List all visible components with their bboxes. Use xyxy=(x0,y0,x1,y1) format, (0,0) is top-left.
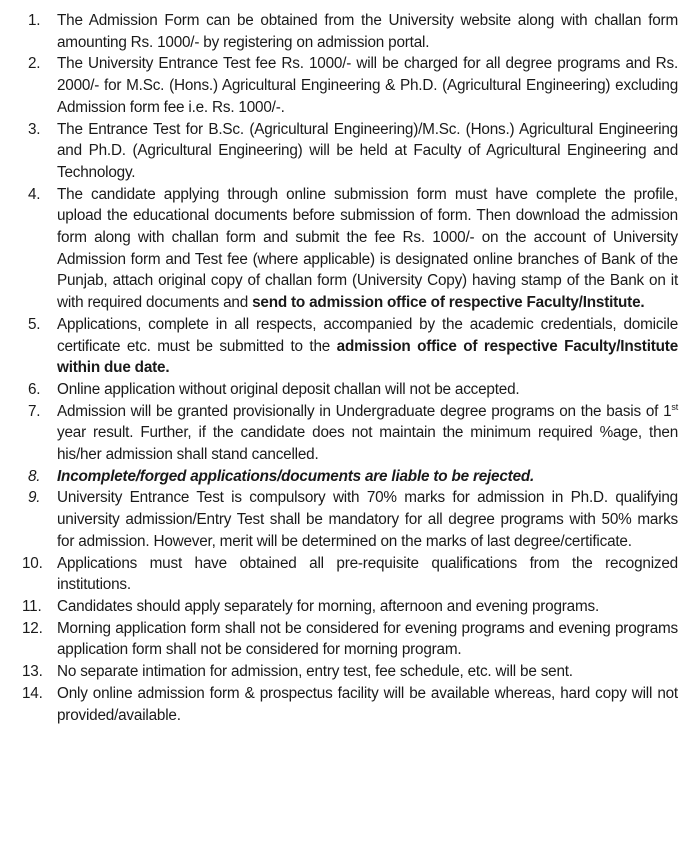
item-number: 6. xyxy=(28,380,41,398)
ordinal-suffix: st xyxy=(671,401,678,412)
item-text: Candidates should apply separately for morning, afternoon and evening programs. xyxy=(57,597,600,615)
item-text-cont: year result. Further, if the candidate does not maintain the minimum required %age, then his/her admission shall stand cancelled. xyxy=(57,424,678,464)
list-item xyxy=(0,618,700,661)
item-bold-text: send to admission office of respective Faculty/Institute. xyxy=(252,294,645,312)
item-text: The University Entrance Test fee Rs. 1000/- will be charged for all degree programs and Rs. 2000/- for M.Sc. (Hons.) Agricultural Engineering & Ph.D. (Agricultural Engineering) excluding Admission form fee i.e. Rs. 1000/-. xyxy=(57,55,678,116)
list-item xyxy=(0,119,700,184)
instructions-list xyxy=(0,10,700,726)
item-text: Applications, complete in all respects, accompanied by the academic credentials, domicile certificate etc. must be submitted to the xyxy=(57,315,678,355)
list-item xyxy=(0,10,700,53)
list-item xyxy=(0,683,700,726)
item-number: 14. xyxy=(22,684,43,702)
item-number: 7. xyxy=(28,402,41,420)
item-text: The Admission Form can be obtained from the University website along with challan form amounting Rs. 1000/- by registering on admission portal. xyxy=(57,12,678,51)
list-item xyxy=(0,53,700,118)
list-item xyxy=(0,184,700,314)
item-number: 9. xyxy=(28,489,41,507)
list-item xyxy=(0,553,700,596)
item-text: University Entrance Test is compulsory with 70% marks for admission in Ph.D. qualifying university admission/Entry Test shall be mandatory for all degree programs with 50% marks for admission. However, merit will be determined on the marks of last degree/certificate. xyxy=(57,489,678,550)
item-number: 12. xyxy=(22,619,43,637)
item-number: 13. xyxy=(22,663,43,681)
list-item xyxy=(0,379,700,401)
list-item xyxy=(0,596,700,618)
list-item xyxy=(0,487,700,552)
item-text: Morning application form shall not be considered for evening programs and evening programs application form shall not be considered for morning program. xyxy=(57,619,678,659)
item-bold-text: admission office of respective Faculty/Institute within due date. xyxy=(57,337,678,377)
admission-instructions xyxy=(0,10,700,726)
list-item xyxy=(0,314,700,379)
list-item xyxy=(0,401,700,466)
item-number: 5. xyxy=(28,315,41,333)
item-text: Admission will be granted provisionally in Undergraduate degree programs on the basis of 1 xyxy=(57,402,672,420)
item-text: The candidate applying through online submission form must have complete the profile, upload the educational documents before submission of form. Then download the admission form along with challan form and submit the fee Rs. 1000/- on the account of University Admission form and Test fee (where applicable) is designated online branches of Bank of the Punjab, attach original copy of challan form (University Copy) having stamp of the Bank on it with required documents and xyxy=(57,185,678,312)
item-bold-italic-text: Incomplete/forged applications/documents are liable to be rejected. xyxy=(57,467,535,485)
item-number: 8. xyxy=(28,467,41,485)
item-number: 2. xyxy=(28,55,41,73)
item-number: 10. xyxy=(22,554,43,572)
item-number: 4. xyxy=(28,185,41,203)
item-number: 3. xyxy=(28,120,41,138)
item-text: The Entrance Test for B.Sc. (Agricultural Engineering)/M.Sc. (Hons.) Agricultural Engineering and Ph.D. (Agricultural Engineering) will be held at Faculty of Agricultural Engineering and Technology. xyxy=(57,120,678,181)
list-item xyxy=(0,661,700,683)
list-item xyxy=(0,466,700,488)
item-text: Online application without original deposit challan will not be accepted. xyxy=(57,380,520,398)
item-number: 11. xyxy=(22,597,42,615)
item-text: No separate intimation for admission, entry test, fee schedule, etc. will be sent. xyxy=(57,663,573,681)
item-text: Only online admission form & prospectus facility will be available whereas, hard copy will not provided/available. xyxy=(57,684,678,724)
item-text: Applications must have obtained all pre-requisite qualifications from the recognized institutions. xyxy=(57,554,678,594)
item-number: 1. xyxy=(28,12,41,29)
